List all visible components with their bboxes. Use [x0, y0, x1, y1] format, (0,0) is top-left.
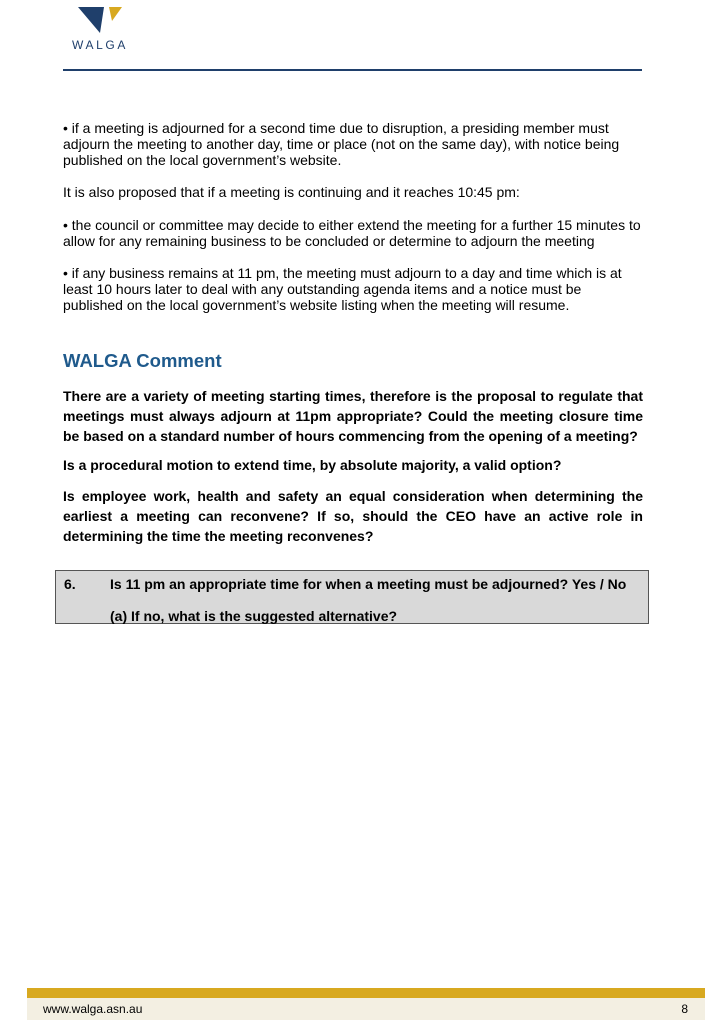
body-paragraph-adjourn-11pm: • if any business remains at 11 pm, the meeting must adjourn to a day and time which is at least 10 hours later to deal with any outstanding agenda items and a notice must be published on the local government’s website listing when the meeting will resume.: [63, 265, 622, 313]
question-text: Is 11 pm an appropriate time for when a meeting must be adjourned? Yes / No: [110, 576, 627, 592]
question-sub-item: (a) If no, what is the suggested alternative?: [110, 608, 398, 624]
walga-logo-mark-icon: [68, 6, 132, 38]
page-number: 8: [681, 1002, 688, 1016]
body-paragraph-extend-meeting: • the council or committee may decide to either extend the meeting for a further 15 minutes to allow for any remaining business to be concluded or determine to adjourn the meeting: [63, 217, 641, 249]
comment-paragraph-procedural-motion: Is a procedural motion to extend time, by absolute majority, a valid option?: [63, 457, 562, 473]
comment-paragraph-starting-times: There are a variety of meeting starting times, therefore is the proposal to regulate that meetings must always adjourn at 11pm appropriate? Could the meeting closure time be based on a standard number of hours commencing from the opening of a meeting?: [63, 388, 643, 444]
question-number: 6.: [64, 576, 76, 592]
footer-url: www.walga.asn.au: [43, 1002, 143, 1016]
body-paragraph-adjourned-second-time: • if a meeting is adjourned for a second time due to disruption, a presiding member must adjourn the meeting to another day, time or place (not on the same day), with notice being published on the local government’s website.: [63, 120, 620, 168]
comment-paragraph-employee-safety: Is employee work, health and safety an equal consideration when determining the earliest a meeting can reconvene? If so, should the CEO have an active role in determining the time the meeting reconvenes?: [63, 488, 643, 544]
walga-comment-heading: WALGA Comment: [63, 350, 222, 371]
header-divider: [63, 69, 642, 71]
body-paragraph-proposed-1045: It is also proposed that if a meeting is continuing and it reaches 10:45 pm:: [63, 184, 520, 200]
walga-logo: [68, 6, 132, 56]
footer-bar: [27, 988, 705, 1020]
consultation-question-box: [55, 570, 649, 624]
logo-text: WALGA: [72, 38, 128, 52]
